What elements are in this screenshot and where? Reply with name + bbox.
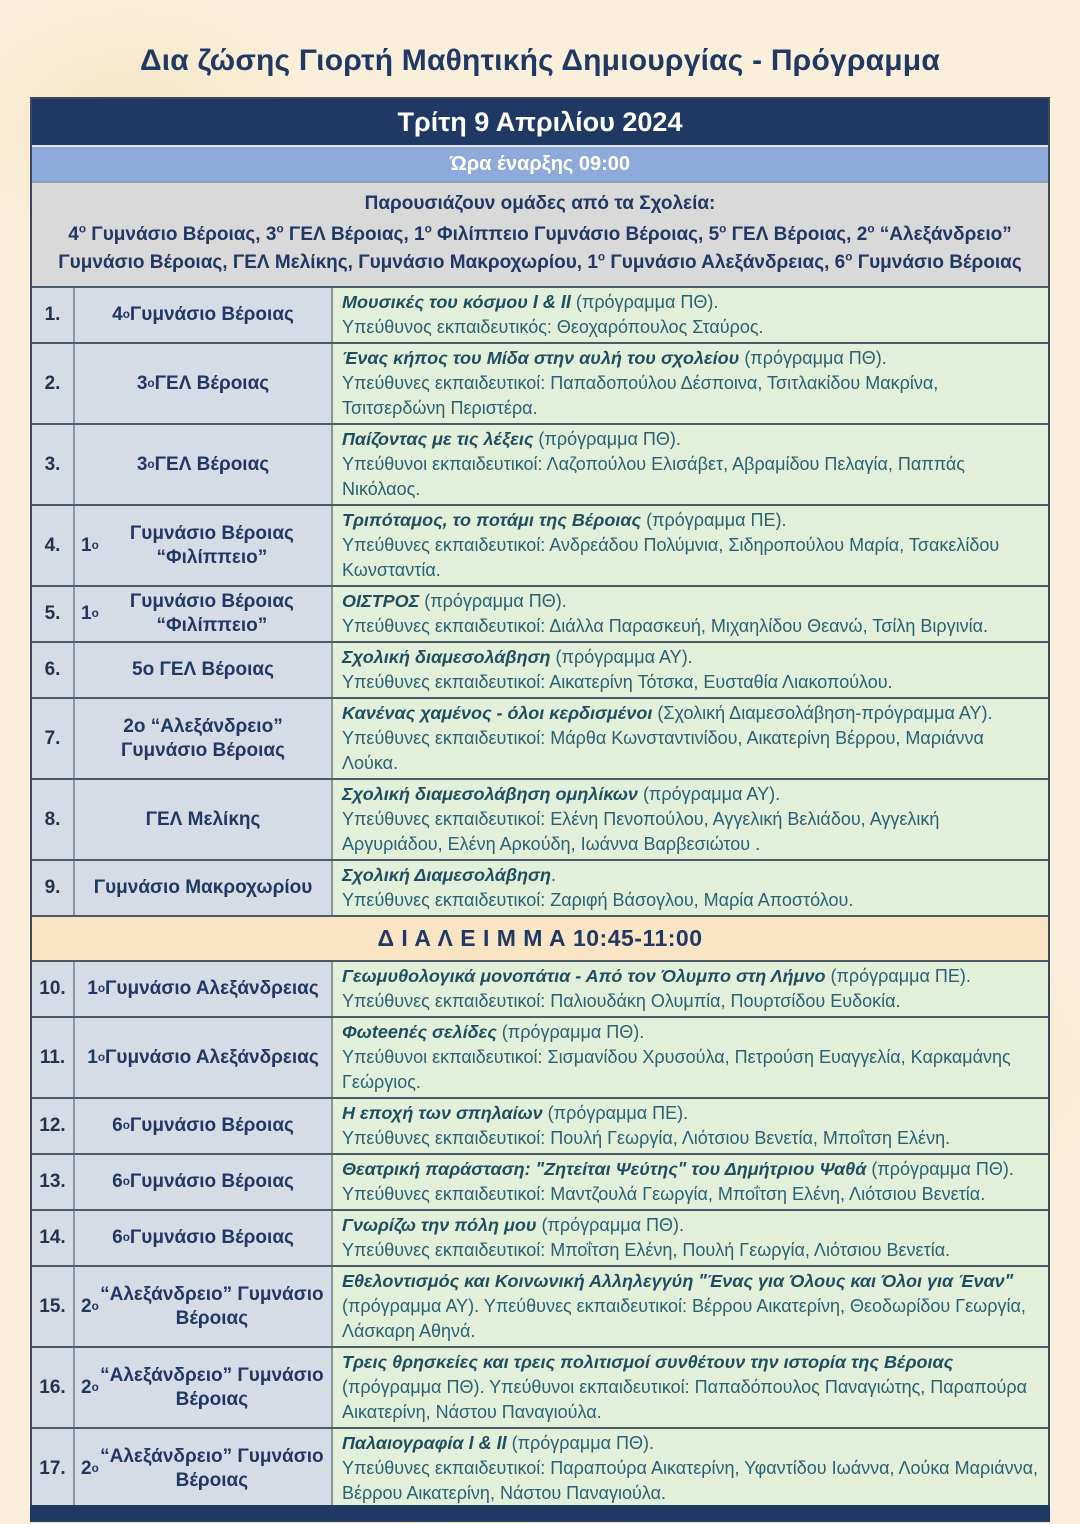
program-meta: (πρόγραμμα ΠΘ).	[419, 591, 567, 611]
program-meta: (πρόγραμμα ΠΘ).	[866, 1159, 1014, 1179]
school-name-cell: 1 ο Γυμνάσιο Βέροιας “Φιλίππειο”	[75, 506, 333, 585]
program-teachers: Υπεύθυνες εκπαιδευτικοί: Παπαδοπούλου Δέσποινα, Τσιτλακίδου Μακρίνα, Τσιτσερδώνη Περιστέρα.	[342, 373, 939, 418]
program-meta: (πρόγραμμα ΠΘ).	[496, 1022, 645, 1042]
program-row	[32, 1427, 1048, 1508]
school-name-cell: 6 ο Γυμνάσιο Βέροιας	[75, 1155, 333, 1209]
program-teachers: Υπεύθυνες εκπαιδευτικοί: Διάλλα Παρασκευή, Μιχαηλίδου Θεανώ, Τσίλη Βιργινία.	[342, 616, 989, 636]
row-number: 10.	[32, 962, 75, 1016]
program-meta: (πρόγραμμα ΠΘ).	[570, 292, 719, 312]
row-number: 1.	[32, 288, 75, 342]
program-row	[32, 342, 1048, 423]
school-name-cell: 3 ο ΓΕΛ Βέροιας	[75, 425, 333, 504]
program-meta: .	[550, 865, 556, 885]
schedule-table	[30, 97, 1050, 1510]
program-cell	[333, 587, 1048, 641]
program-text	[342, 964, 1040, 1014]
program-title: Ένας κήπος του Μίδα στην αυλή του σχολείου	[342, 348, 740, 368]
row-number: 8.	[32, 780, 75, 859]
school-name-cell: 1 ο Γυμνάσιο Βέροιας “Φιλίππειο”	[75, 587, 333, 641]
program-cell	[333, 699, 1048, 778]
program-title: Σχολική Διαμεσολάβηση	[342, 865, 551, 885]
program-row	[32, 1016, 1048, 1097]
program-cell	[333, 1429, 1048, 1508]
program-text	[342, 782, 1040, 857]
program-row	[32, 778, 1048, 859]
program-teachers: Υπεύθυνες εκπαιδευτικοί: Παλιουδάκη Ολυμπία, Πουρτσίδου Ευδοκία.	[342, 991, 901, 1011]
program-title: Φωteenές σελίδες	[342, 1022, 497, 1042]
school-name-cell: 2 ο “Αλεξάνδρειο” Γυμνάσιο Βέροιας	[75, 1348, 333, 1427]
program-title: Παίζοντας με τις λέξεις	[342, 429, 534, 449]
row-number: 16.	[32, 1348, 75, 1427]
program-text	[342, 1431, 1040, 1506]
program-title: Σχολική διαμεσολάβηση ομηλίκων	[342, 784, 638, 804]
program-cell	[333, 1267, 1048, 1346]
program-meta: (πρόγραμμα ΠΕ).	[641, 510, 787, 530]
schools-list: $4^o$ Γυμνάσιο Βέροιας, $3^o$ ΓΕΛ Βέροιας, $1^o$ Φιλίππειο Γυμνάσιο Βέροιας, $5^o$ ΓΕΛ Βέροιας, $2^o$ “Αλεξάνδρειο” Γυμνάσιο Βέροιας, ΓΕΛ Μελίκης, Γυμνάσιο Μακροχωρίου, $1^o$ Γυμνάσιο Αλεξάνδρειας, $6^o$ Γυμνάσιο Βέροιας	[58, 222, 1022, 273]
row-number: 9.	[32, 861, 75, 915]
program-teachers: Υπεύθυνες εκπαιδευτικοί: Παραπούρα Αικατερίνη, Υφαντίδου Ιωάννα, Λούκα Μαριάννα, Βέρρου Αικατερίνη, Νάστου Παναγιούλα.	[342, 1458, 1039, 1503]
program-cell	[333, 861, 1048, 915]
program-text	[342, 1101, 1040, 1151]
row-number: 2.	[32, 344, 75, 423]
program-teachers: Υπεύθυνες εκπαιδευτικοί: Μάρθα Κωνσταντινίδου, Αικατερίνη Βέρρου, Μαριάννα Λούκα.	[342, 728, 984, 773]
program-teachers: Υπεύθυνες εκπαιδευτικοί: Πουλή Γεωργία, Λιότσιου Βενετία, Μποΐτση Ελένη.	[342, 1128, 951, 1148]
program-text	[342, 508, 1040, 583]
program-title: Γνωρίζω την πόλη μου	[342, 1215, 537, 1235]
school-name-cell: 6 ο Γυμνάσιο Βέροιας	[75, 1099, 333, 1153]
row-number: 5.	[32, 587, 75, 641]
program-cell	[333, 962, 1048, 1016]
row-number: 12.	[32, 1099, 75, 1153]
rows-before-break	[32, 286, 1048, 915]
school-name-cell: 3 ο ΓΕΛ Βέροιας	[75, 344, 333, 423]
program-cell	[333, 780, 1048, 859]
program-row	[32, 697, 1048, 778]
program-teachers: Υπεύθυνες εκπαιδευτικοί: Ζαριφή Βάσογλου, Μαρία Αποστόλου.	[342, 890, 854, 910]
program-text	[342, 346, 1040, 421]
program-meta: (πρόγραμμα ΠΘ).	[533, 429, 681, 449]
program-cell	[333, 344, 1048, 423]
program-text	[342, 863, 1040, 913]
program-title: Τρεις θρησκείες και τρεις πολιτισμοί συνθέτουν την ιστορία της Βέροιας	[342, 1352, 954, 1372]
program-teachers: Υπεύθυνες εκπαιδευτικοί: Αικατερίνη Τότσκα, Ευσταθία Λιακοπούλου.	[342, 672, 893, 692]
program-row	[32, 859, 1048, 915]
program-meta: (πρόγραμμα ΠΘ).	[536, 1215, 684, 1235]
program-text	[342, 1157, 1040, 1207]
program-text	[342, 1213, 1040, 1263]
program-cell	[333, 1211, 1048, 1265]
program-meta: (πρόγραμμα ΑΥ).	[637, 784, 781, 804]
program-meta: (Σχολική Διαμεσολάβηση-πρόγραμμα ΑΥ).	[652, 703, 993, 723]
program-title: Μουσικές του κόσμου I & II	[342, 292, 571, 312]
school-name-cell: 4 ο Γυμνάσιο Βέροιας	[75, 288, 333, 342]
date-header: Τρίτη 9 Απριλίου 2024	[32, 99, 1048, 147]
schools-intro: Παρουσιάζουν ομάδες από τα Σχολεία:	[364, 193, 716, 214]
time-header: Ώρα έναρξης 09:00	[32, 147, 1048, 183]
program-title: Παλαιογραφία I & II	[342, 1433, 507, 1453]
school-name-cell: 5ο ΓΕΛ Βέροιας	[75, 643, 333, 697]
program-meta: (πρόγραμμα ΠΘ). Υπεύθυνοι εκπαιδευτικοί: Παπαδόπουλος Παναγιώτης, Παραπούρα Αικατερίνη, Νάστου Παναγιούλα.	[342, 1377, 1027, 1422]
program-cell	[333, 643, 1048, 697]
school-name-cell: 6 ο Γυμνάσιο Βέροιας	[75, 1211, 333, 1265]
program-row	[32, 1153, 1048, 1209]
program-cell	[333, 1018, 1048, 1097]
row-number: 13.	[32, 1155, 75, 1209]
program-title: Γεωμυθολογικά μονοπάτια - Από τον Όλυμπο στη Λήμνο	[342, 966, 826, 986]
program-meta: (πρόγραμμα ΠΘ).	[506, 1433, 655, 1453]
program-cell	[333, 1348, 1048, 1427]
program-text	[342, 589, 1040, 639]
program-title: Εθελοντισμός και Κοινωνική Αλληλεγγύη "Ένας για Όλους και Όλοι για Έναν"	[342, 1271, 1014, 1291]
program-row	[32, 1097, 1048, 1153]
row-number: 4.	[32, 506, 75, 585]
school-name-cell: ΓΕΛ Μελίκης	[75, 780, 333, 859]
program-row	[32, 585, 1048, 641]
row-number: 15.	[32, 1267, 75, 1346]
page-title: Δια ζώσης Γιορτή Μαθητικής Δημιουργίας - Πρόγραμμα	[139, 44, 941, 77]
program-text	[342, 427, 1040, 502]
program-teachers: Υπεύθυνες εκπαιδευτικοί: Ανδρεάδου Πολύμνια, Σιδηροπούλου Μαρία, Τσακελίδου Κωνσταντία.	[342, 535, 1000, 580]
program-title: Τριπόταμος, το ποτάμι της Βέροιας	[342, 510, 642, 530]
program-meta: (πρόγραμμα ΑΥ).	[550, 647, 693, 667]
row-number: 14.	[32, 1211, 75, 1265]
program-row	[32, 641, 1048, 697]
program-teachers: Υπεύθυνοι εκπαιδευτικοί: Λαζοπούλου Ελισάβετ, Αβραμίδου Πελαγία, Παππάς Νικόλαος.	[342, 454, 965, 499]
program-text	[342, 1020, 1040, 1095]
program-cell	[333, 288, 1048, 342]
program-text	[342, 645, 1040, 695]
program-text	[342, 1350, 1040, 1425]
row-number: 7.	[32, 699, 75, 778]
program-cell	[333, 425, 1048, 504]
program-cell	[333, 1155, 1048, 1209]
program-meta: (πρόγραμμα ΠΕ).	[825, 966, 971, 986]
program-title: Θεατρική παράσταση: "Ζητείται Ψεύτης" του Δημήτριου Ψαθά	[342, 1159, 867, 1179]
program-row	[32, 504, 1048, 585]
row-number: 17.	[32, 1429, 75, 1508]
program-meta: (πρόγραμμα ΑΥ). Υπεύθυνες εκπαιδευτικοί: Βέρρου Αικατερίνη, Θεοδωρίδου Γεωργία, Λάσκαρη Αθηνά.	[342, 1296, 1026, 1341]
row-number: 6.	[32, 643, 75, 697]
program-row	[32, 1265, 1048, 1346]
rows-after-break	[32, 960, 1048, 1508]
program-title: Κανένας χαμένος - όλοι κερδισμένοι	[342, 703, 653, 723]
school-name-cell: 2ο “Αλεξάνδρειο” Γυμνάσιο Βέροιας	[75, 699, 333, 778]
program-text	[342, 290, 1040, 340]
schools-strip	[32, 183, 1048, 286]
program-title: ΟΙΣΤΡΟΣ	[342, 591, 420, 611]
program-teachers: Υπεύθυνοι εκπαιδευτικοί: Σισμανίδου Χρυσούλα, Πετρούση Ευαγγελία, Καρκαμάνης Γεώργιος.	[342, 1047, 1011, 1092]
program-teachers: Υπεύθυνες εκπαιδευτικοί: Μαντζουλά Γεωργία, Μποΐτση Ελένη, Λιότσιου Βενετία.	[342, 1184, 986, 1204]
program-text	[342, 701, 1040, 776]
row-number: 3.	[32, 425, 75, 504]
school-name-cell: 2 ο “Αλεξάνδρειο” Γυμνάσιο Βέροιας	[75, 1429, 333, 1508]
school-name-cell: 1 ο Γυμνάσιο Αλεξάνδρειας	[75, 962, 333, 1016]
program-cell	[333, 506, 1048, 585]
program-teachers: Υπεύθυνος εκπαιδευτικός: Θεοχαρόπουλος Σταύρος.	[342, 317, 764, 337]
school-name-cell: 2 ο “Αλεξάνδρειο” Γυμνάσιο Βέροιας	[75, 1267, 333, 1346]
program-title: Η εποχή των σπηλαίων	[342, 1103, 543, 1123]
program-meta: (πρόγραμμα ΠΕ).	[542, 1103, 689, 1123]
program-row	[32, 960, 1048, 1016]
program-teachers: Υπεύθυνες εκπαιδευτικοί: Ελένη Πενοπούλου, Αγγελική Βελιάδου, Αγγελική Αργυριάδου, Ελένη Αρκούδη, Ιωάννα Βαρβεσιώτου .	[342, 809, 940, 854]
program-row	[32, 423, 1048, 504]
school-name-cell: Γυμνάσιο Μακροχωρίου	[75, 861, 333, 915]
program-text	[342, 1269, 1040, 1344]
program-title: Σχολική διαμεσολάβηση	[342, 647, 551, 667]
school-name-cell: 1 ο Γυμνάσιο Αλεξάνδρειας	[75, 1018, 333, 1097]
program-teachers: Υπεύθυνες εκπαιδευτικοί: Μποΐτση Ελένη, Πουλή Γεωργία, Λιότσιου Βενετία.	[342, 1240, 951, 1260]
program-row	[32, 1346, 1048, 1427]
footer-bar	[30, 1505, 1050, 1522]
program-row	[32, 286, 1048, 342]
program-cell	[333, 1099, 1048, 1153]
program-row	[32, 1209, 1048, 1265]
row-number: 11.	[32, 1018, 75, 1097]
break-row: Δ Ι Α Λ Ε Ι Μ Μ Α 10:45-11:00	[32, 915, 1048, 960]
program-meta: (πρόγραμμα ΠΘ).	[739, 348, 887, 368]
